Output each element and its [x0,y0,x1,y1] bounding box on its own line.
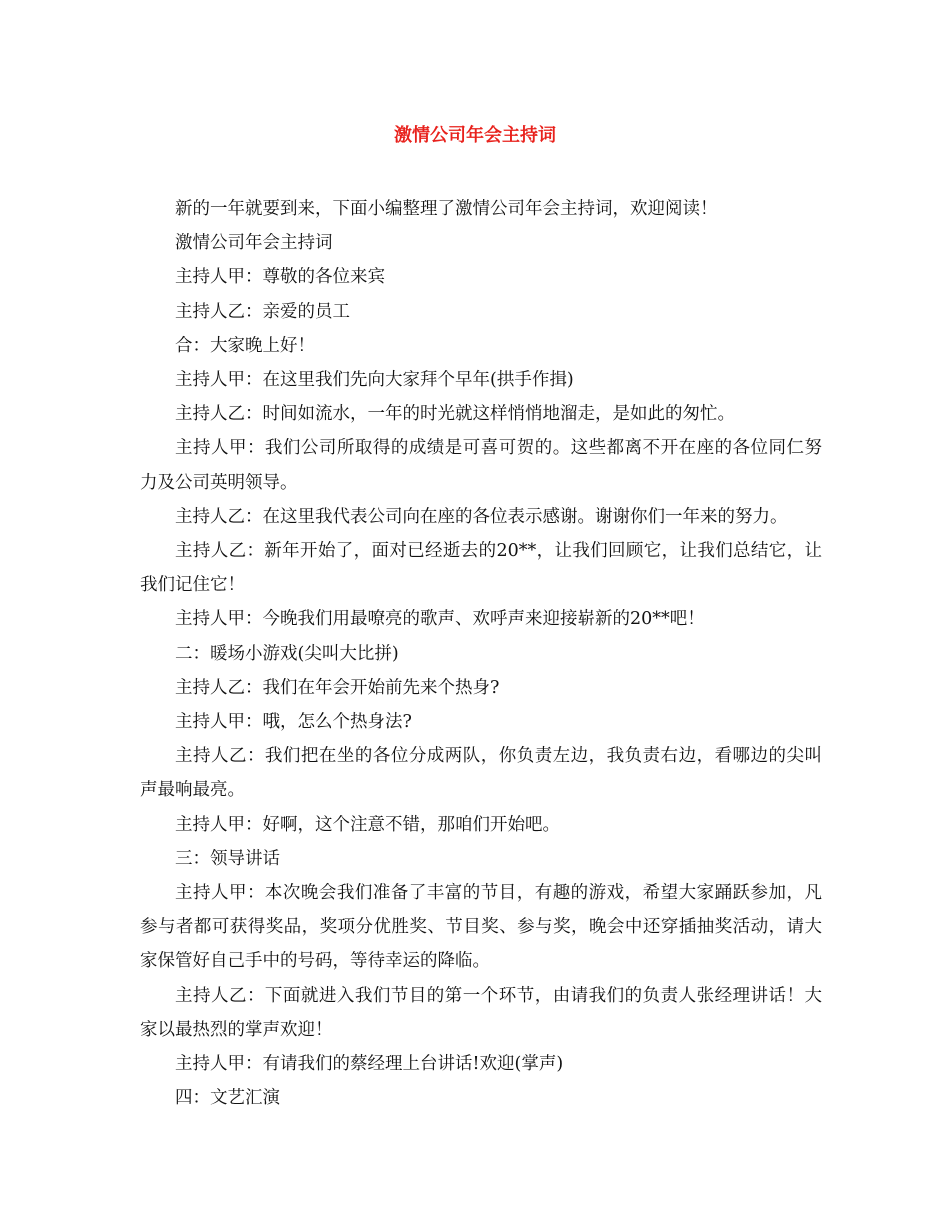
section-heading: 四：文艺汇演 [175,1088,280,1109]
paragraph: 主持人乙：新年开始了，面对已经逝去的20**，让我们回顾它，让我们总结它，让我们记住它！ [140,541,822,596]
section-heading: 三：领导讲话 [175,848,280,869]
paragraph: 主持人甲：本次晚会我们准备了丰富的节目，有趣的游戏，希望大家踊跃参加，凡参与者都可获得奖品，奖项分优胜奖、节目奖、参与奖，晚会中还穿插抽奖活动，请大家保管好自己手中的号码，等待幸运的降临。 [140,883,822,972]
paragraph: 主持人乙：在这里我代表公司向在座的各位表示感谢。谢谢你们一年来的努力。 [175,506,788,527]
paragraph: 合：大家晚上好！ [175,335,315,356]
paragraph: 主持人甲：我们公司所取得的成绩是可喜可贺的。这些都离不开在座的各位同仁努力及公司英明领导。 [140,438,822,493]
paragraph: 主持人乙：下面就进入我们节目的第一个环节，由请我们的负责人张经理讲话！大家以最热烈的掌声欢迎！ [140,985,822,1040]
paragraph: 激情公司年会主持词 [175,233,333,254]
document-title: 激情公司年会主持词 [394,125,556,146]
section-heading: 二：暖场小游戏(尖叫大比拼) [175,643,399,664]
paragraph: 新的一年就要到来，下面小编整理了激情公司年会主持词，欢迎阅读！ [175,199,718,219]
paragraph: 主持人甲：在这里我们先向大家拜个早年(拱手作揖) [175,370,574,391]
paragraph: 主持人乙：我们把在坐的各位分成两队，你负责左边，我负责右边，看哪边的尖叫声最响最亮。 [140,746,822,801]
paragraph: 主持人乙：我们在年会开始前先来个热身? [175,677,500,698]
paragraph: 主持人甲：有请我们的蔡经理上台讲话!欢迎(掌声) [175,1054,564,1075]
paragraph: 主持人乙：亲爱的员工 [175,301,350,322]
paragraph: 主持人乙：时间如流水，一年的时光就这样悄悄地溜走，是如此的匆忙。 [175,404,735,425]
document-body [140,192,822,1115]
paragraph: 主持人甲：哦，怎么个热身法? [175,712,412,733]
paragraph: 主持人甲：今晚我们用最嘹亮的歌声、欢呼声来迎接崭新的20**吧！ [175,609,705,630]
paragraph: 主持人甲：好啊，这个注意不错，那咱们开始吧。 [175,814,560,835]
paragraph: 主持人甲：尊敬的各位来宾 [175,267,385,288]
